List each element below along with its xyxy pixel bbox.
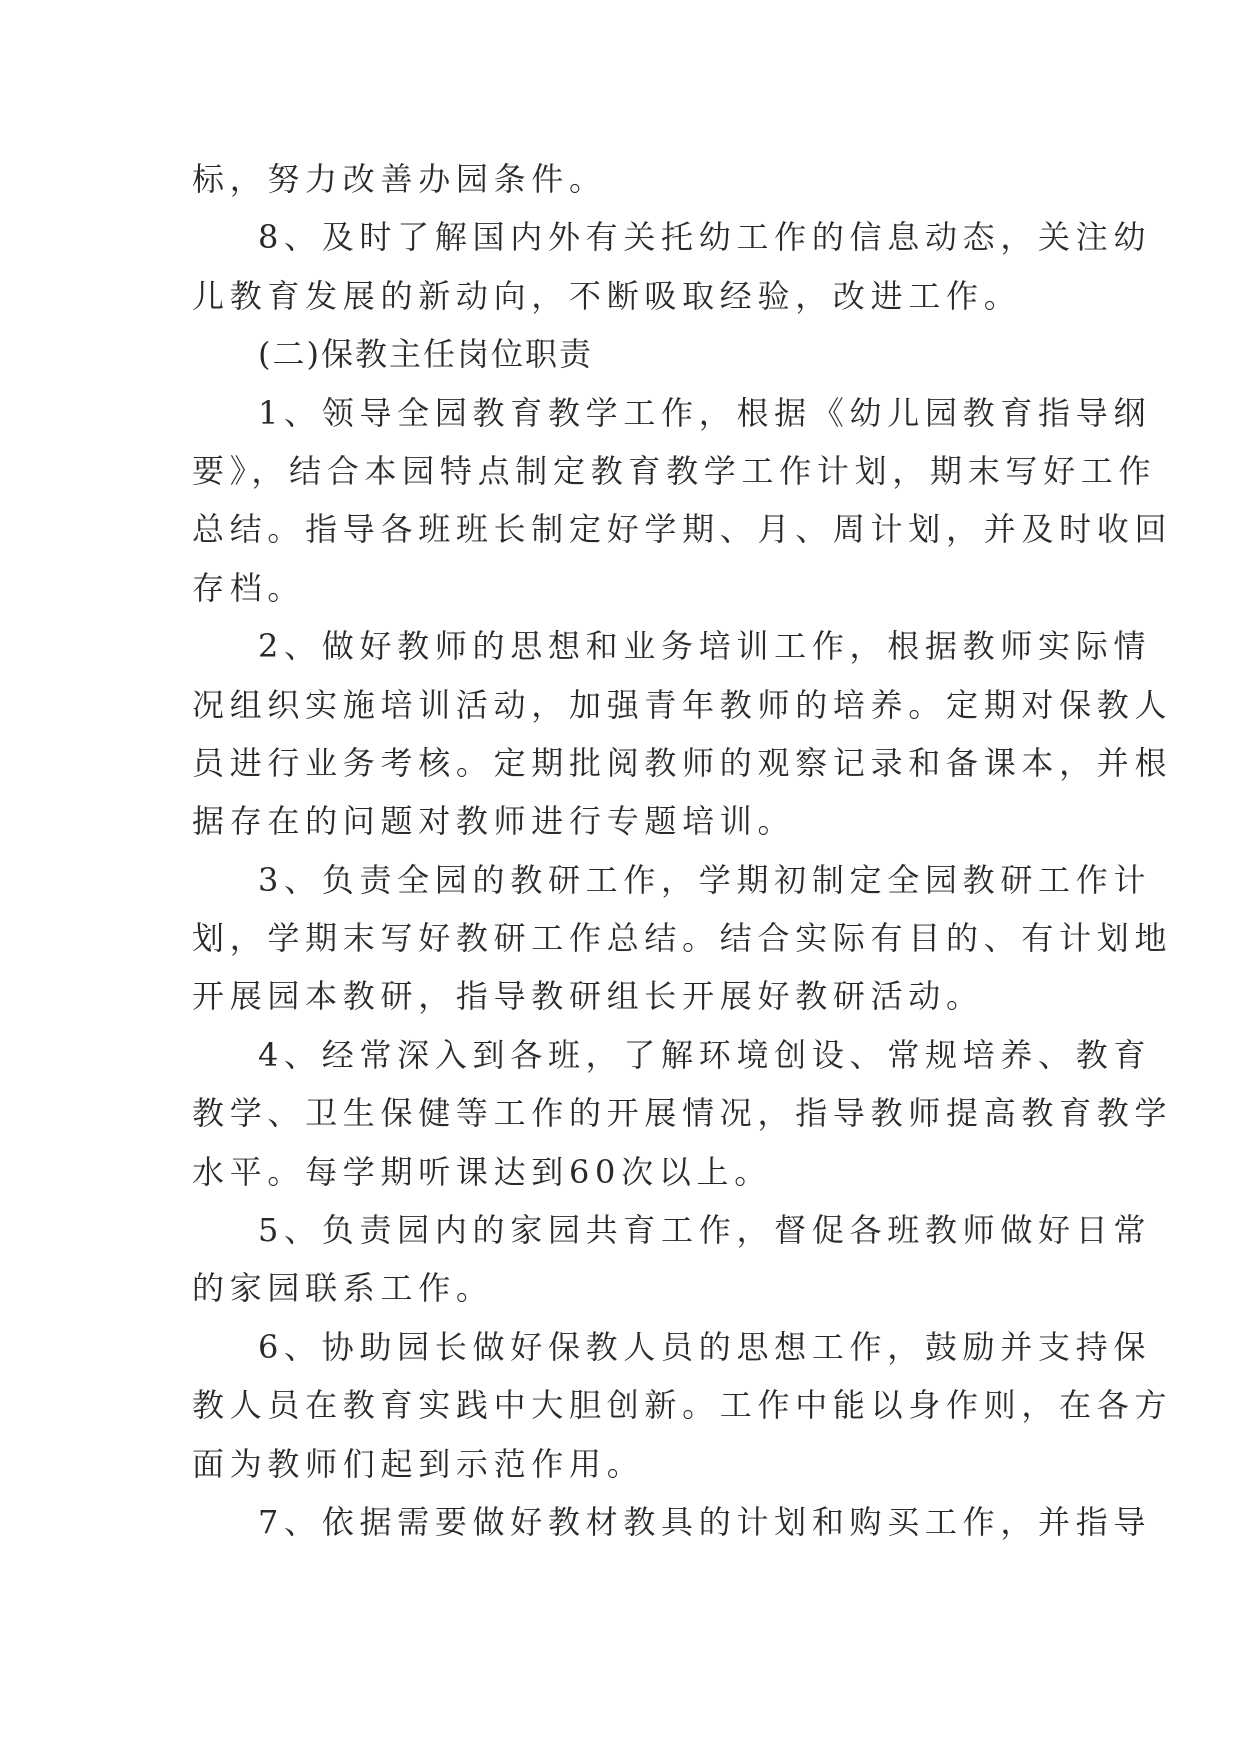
paragraph-item-6: 6、协助园长做好保教人员的思想工作，鼓励并支持保	[258, 1327, 1152, 1366]
text-line: 况组织实施培训活动，加强青年教师的培养。定期对保教人	[192, 685, 1173, 724]
paragraph-item-3: 3、负责全园的教研工作，学期初制定全园教研工作计	[258, 860, 1152, 899]
paragraph-item-7: 7、依据需要做好教材教具的计划和购买工作，并指导	[258, 1502, 1152, 1541]
section-heading: (二)保教主任岗位职责	[258, 335, 593, 374]
text-line: 员进行业务考核。定期批阅教师的观察记录和备课本，并根	[192, 743, 1173, 782]
text-line: 总结。指导各班班长制定好学期、月、周计划，并及时收回	[192, 510, 1173, 549]
paragraph-item-5: 5、负责园内的家园共育工作，督促各班教师做好日常	[258, 1211, 1152, 1250]
paragraph-item-1: 1、领导全园教育教学工作，根据《幼儿园教育指导纲	[258, 393, 1152, 432]
text-line: 面为教师们起到示范作用。	[192, 1444, 645, 1483]
text-line: 开展园本教研，指导教研组长开展好教研活动。	[192, 977, 984, 1016]
text-line: 划，学期末写好教研工作总结。结合实际有目的、有计划地	[192, 919, 1173, 958]
text-line: 存档。	[192, 568, 306, 607]
document-body	[192, 150, 1173, 1551]
text-line: 的家园联系工作。	[192, 1269, 494, 1308]
text-line: 要》，结合本园特点制定教育教学工作计划，期末写好工作	[192, 451, 1157, 490]
paragraph-item-8: 8、及时了解国内外有关托幼工作的信息动态，关注幼	[258, 218, 1152, 257]
paragraph-item-2: 2、做好教师的思想和业务培训工作，根据教师实际情	[258, 627, 1152, 666]
text-line: 教学、卫生保健等工作的开展情况，指导教师提高教育教学	[192, 1094, 1173, 1133]
text-line: 教人员在教育实践中大胆创新。工作中能以身作则，在各方	[192, 1386, 1173, 1425]
text-line: 水平。每学期听课达到60次以上。	[192, 1152, 772, 1191]
paragraph-item-4: 4、经常深入到各班，了解环境创设、常规培养、教育	[258, 1035, 1152, 1074]
text-line: 标，努力改善办园条件。	[192, 160, 607, 198]
text-line: 儿教育发展的新动向，不断吸取经验，改进工作。	[192, 276, 1022, 315]
text-line: 据存在的问题对教师进行专题培训。	[192, 802, 796, 841]
